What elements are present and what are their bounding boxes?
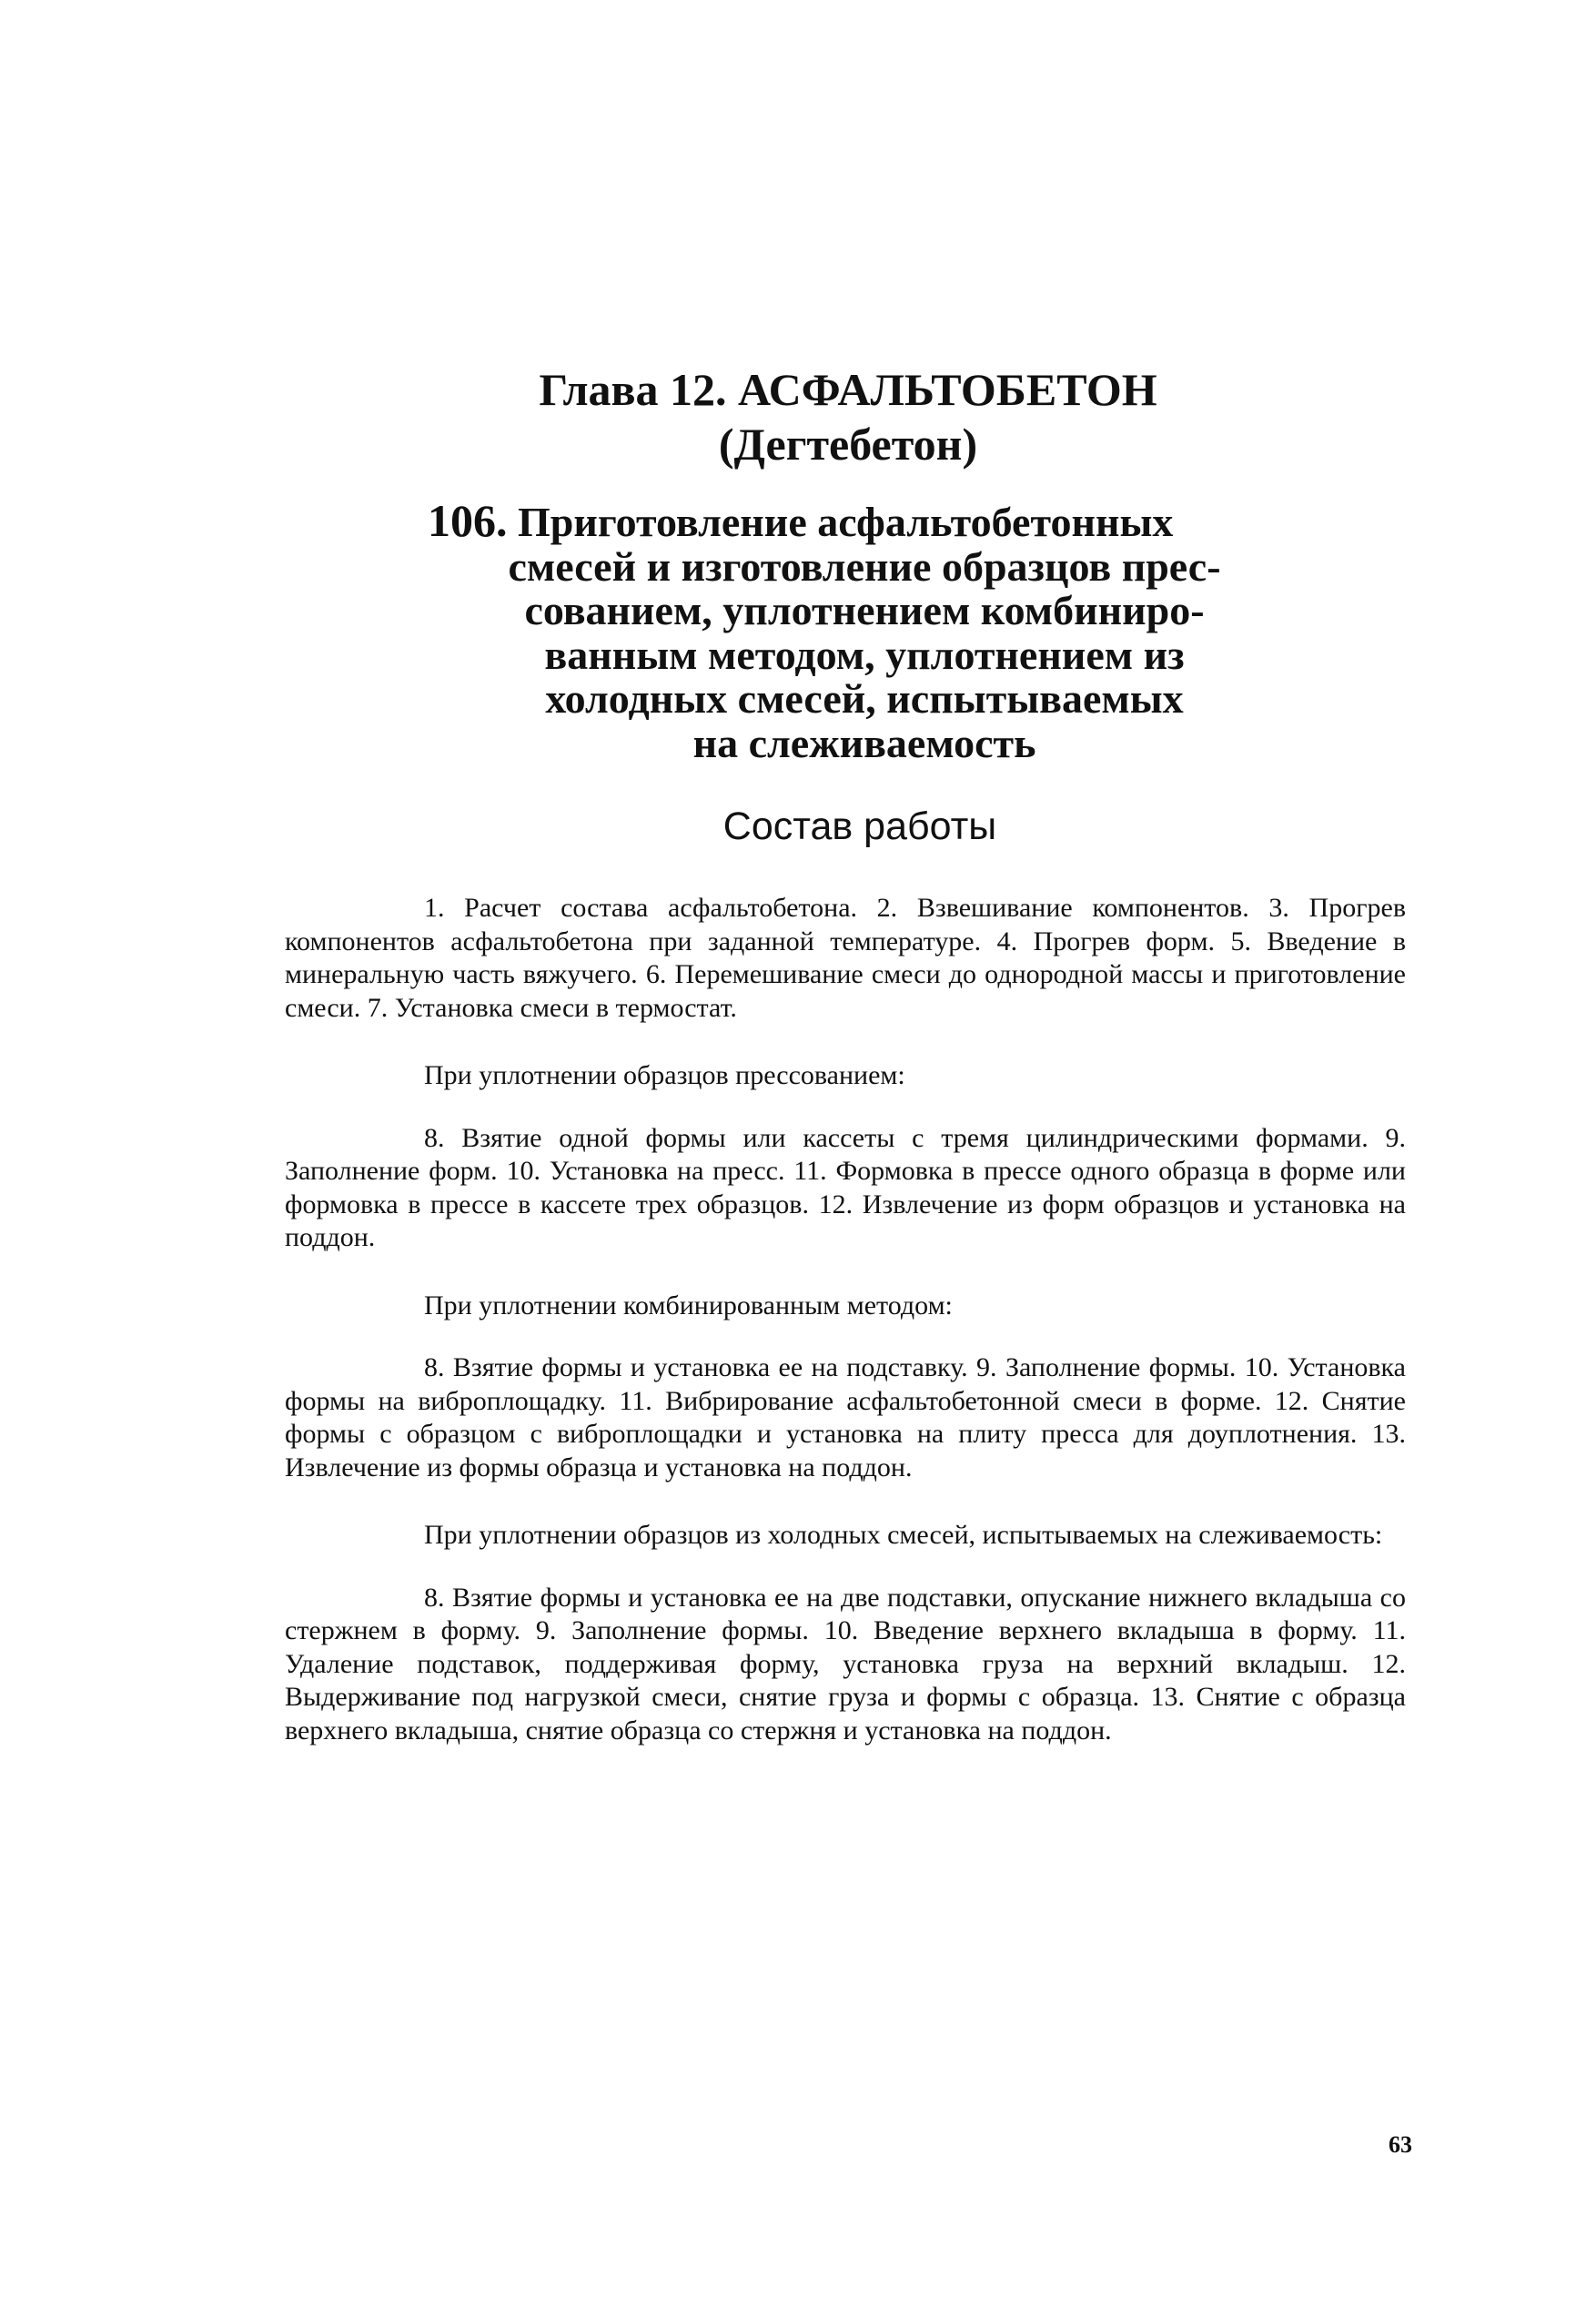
chapter-title [0, 362, 1596, 471]
paragraph-cold: 8. Взятие формы и установка ее на две подставки, опускание нижнего вкладыша со стержнем в форму. 9. Заполнение формы. 10. Введение верхнего вкладыша в форму. 11. Удаление подставок, поддерживая форму, установка груза на верхний вкладыш. 12. Выдерживание под нагрузкой смеси, снятие груза и формы с образца. 13. Снятие с образца верхнего вкладыша, снятие образца со стержня и установка на поддон. [285, 1582, 1406, 1745]
work-composition-heading: Состав работы [722, 804, 997, 848]
chapter-subtitle-line: (Дегтебетон) [718, 419, 978, 470]
section-number: 106. [428, 495, 508, 546]
page-number: 63 [1389, 2131, 1412, 2158]
chapter-title-line: Глава 12. АСФАЛЬТОБЕТОН [539, 364, 1157, 415]
section-heading-line-3: сованием, уплотнением комбиниро- [524, 587, 1205, 633]
body-text [285, 892, 1406, 1782]
paragraph-preparation: 1. Расчет состава асфальтобетона. 2. Взвешивание компонентов. 3. Прогрев компонентов асфальтобетона при заданной температуре. 4. Прогрев форм. 5. Введение в минеральную часть вяжучего. 6. Перемешивание смеси до однородной массы и приготовление смеси. 7. Установка смеси в термостат. [285, 893, 1406, 1023]
lead-cold: При уплотнении образцов из холодных смесей, испытываемых на слеживаемость: [424, 1520, 1383, 1550]
section-heading-line-2: смесей и изготовление образцов прес- [508, 542, 1221, 590]
section-heading-line-4: ванным методом, уплотнением из [544, 631, 1185, 678]
paragraph-pressing: 8. Взятие одной формы или кассеты с тремя цилиндрическими формами. 9. Заполнение форм. 10. Установка на пресс. 11. Формовка в прессе одного образца в форме или формовка в прессе в кассете трех образцов. 12. Извлечение из форм образцов и установка на поддон. [285, 1122, 1406, 1252]
section-heading-line-6: на слеживаемость [692, 719, 1036, 766]
section-heading [428, 495, 1247, 766]
section-heading-text-1: Приготовление асфальтобетонных [518, 499, 1174, 545]
lead-combined: При уплотнении комбинированным методом: [424, 1290, 953, 1320]
paragraph-combined: 8. Взятие формы и установка ее на подставку. 9. Заполнение формы. 10. Установка формы на виброплощадку. 11. Вибрирование асфальтобетонной смеси в форме. 12. Снятие формы с образцом с виброплощадки и установка на плиту пресса для доуплотнения. 13. Извлечение из формы образца и установка на поддон. [285, 1352, 1406, 1482]
section-heading-line-5: холодных смесей, испытываемых [545, 675, 1184, 722]
lead-pressing: При уплотнении образцов прессованием: [424, 1060, 905, 1090]
section-heading-line-1 [428, 495, 1247, 546]
